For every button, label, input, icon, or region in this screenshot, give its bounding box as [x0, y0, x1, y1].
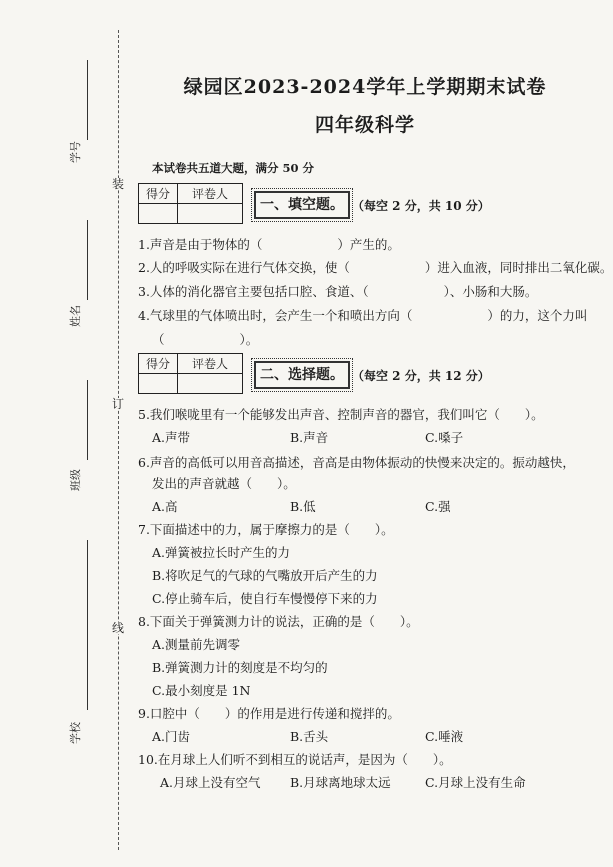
- q5-option-b[interactable]: B.声音: [290, 430, 329, 445]
- bind-char-3: 线: [112, 621, 125, 635]
- score-box-1: [138, 183, 243, 224]
- q6-option-c[interactable]: C.强: [425, 499, 451, 514]
- question-10: 10.在月球上人们听不到相互的说话声，是因为（ ）。: [138, 752, 452, 767]
- exam-intro: 本试卷共五道大题，满分 50 分: [152, 161, 315, 175]
- question-3: 3.人体的消化器官主要包括口腔、食道、（ ）、小肠和大肠。: [138, 284, 538, 299]
- q5-option-a[interactable]: A.声带: [152, 430, 191, 445]
- q10-option-c[interactable]: C.月球上没有生命: [425, 775, 526, 790]
- grader-label: 评卷人: [178, 354, 243, 374]
- grader-cell[interactable]: [178, 374, 243, 394]
- exam-title: 绿园区2023-2024学年上学期期末试卷: [183, 76, 547, 98]
- q6-option-b[interactable]: B.低: [290, 499, 316, 514]
- score-box-2: [138, 353, 243, 394]
- question-4-cont: （ ）。: [152, 332, 259, 347]
- school-label: 学校: [69, 722, 82, 744]
- exam-subtitle: 四年级科学: [314, 114, 415, 136]
- score-label: 得分: [139, 354, 178, 374]
- binding-margin: [0, 0, 125, 867]
- question-8: 8.下面关于弹簧测力计的说法，正确的是（ ）。: [138, 614, 419, 629]
- q9-option-b[interactable]: B.舌头: [290, 729, 329, 744]
- q7-option-a[interactable]: A.弹簧被拉长时产生的力: [152, 545, 291, 560]
- question-5: 5.我们喉咙里有一个能够发出声音、控制声音的器官，我们叫它（ ）。: [138, 407, 544, 422]
- binding-dashed-line: [118, 30, 119, 850]
- question-1: 1.声音是由于物体的（ ）产生的。: [138, 237, 400, 252]
- student-id-label: 学号: [69, 141, 82, 163]
- class-field[interactable]: [55, 380, 115, 500]
- q5-option-c[interactable]: C.嗓子: [425, 430, 464, 445]
- grader-cell[interactable]: [178, 204, 243, 224]
- q10-option-b[interactable]: B.月球离地球太远: [290, 775, 391, 790]
- section-2-title: 二、选择题。: [254, 361, 350, 389]
- question-9: 9.口腔中（ ）的作用是进行传递和搅拌的。: [138, 706, 400, 721]
- question-7: 7.下面描述中的力，属于摩擦力的是（ ）。: [138, 522, 394, 537]
- section-1-note: （每空 2 分，共 10 分）: [352, 199, 490, 213]
- school-field[interactable]: [55, 540, 115, 750]
- q9-option-a[interactable]: A.门齿: [152, 729, 191, 744]
- bind-char-2: 订: [112, 397, 125, 411]
- q7-option-c[interactable]: C.停止骑车后，使自行车慢慢停下来的力: [152, 591, 378, 606]
- question-6: 6.声音的高低可以用音高描述，音高是由物体振动的快慢来决定的。振动越快，: [138, 455, 575, 470]
- question-2: 2.人的呼吸实际在进行气体交换，使（ ）进入血液，同时排出二氧化碳。: [138, 260, 613, 275]
- grader-label: 评卷人: [178, 184, 243, 204]
- question-4: 4.气球里的气体喷出时，会产生一个和喷出方向（ ）的力，这个力叫: [138, 308, 588, 323]
- name-field[interactable]: [55, 220, 115, 330]
- q10-option-a[interactable]: A.月球上没有空气: [160, 775, 261, 790]
- q8-option-b[interactable]: B.弹簧测力计的刻度是不均匀的: [152, 660, 328, 675]
- class-label: 班级: [69, 469, 82, 491]
- q9-option-c[interactable]: C.唾液: [425, 729, 464, 744]
- bind-char-1: 装: [112, 177, 125, 191]
- student-id-field[interactable]: [55, 60, 115, 170]
- section-2-note: （每空 2 分，共 12 分）: [352, 369, 490, 383]
- score-label: 得分: [139, 184, 178, 204]
- q7-option-b[interactable]: B.将吹足气的气球的气嘴放开后产生的力: [152, 568, 378, 583]
- q6-option-a[interactable]: A.高: [152, 499, 178, 514]
- question-6-cont: 发出的声音就越（ ）。: [152, 476, 296, 491]
- score-cell[interactable]: [139, 204, 178, 224]
- score-cell[interactable]: [139, 374, 178, 394]
- q8-option-a[interactable]: A.测量前先调零: [152, 637, 241, 652]
- name-label: 姓名: [69, 305, 82, 327]
- section-1-title: 一、填空题。: [254, 191, 350, 219]
- q8-option-c[interactable]: C.最小刻度是 1N: [152, 683, 251, 698]
